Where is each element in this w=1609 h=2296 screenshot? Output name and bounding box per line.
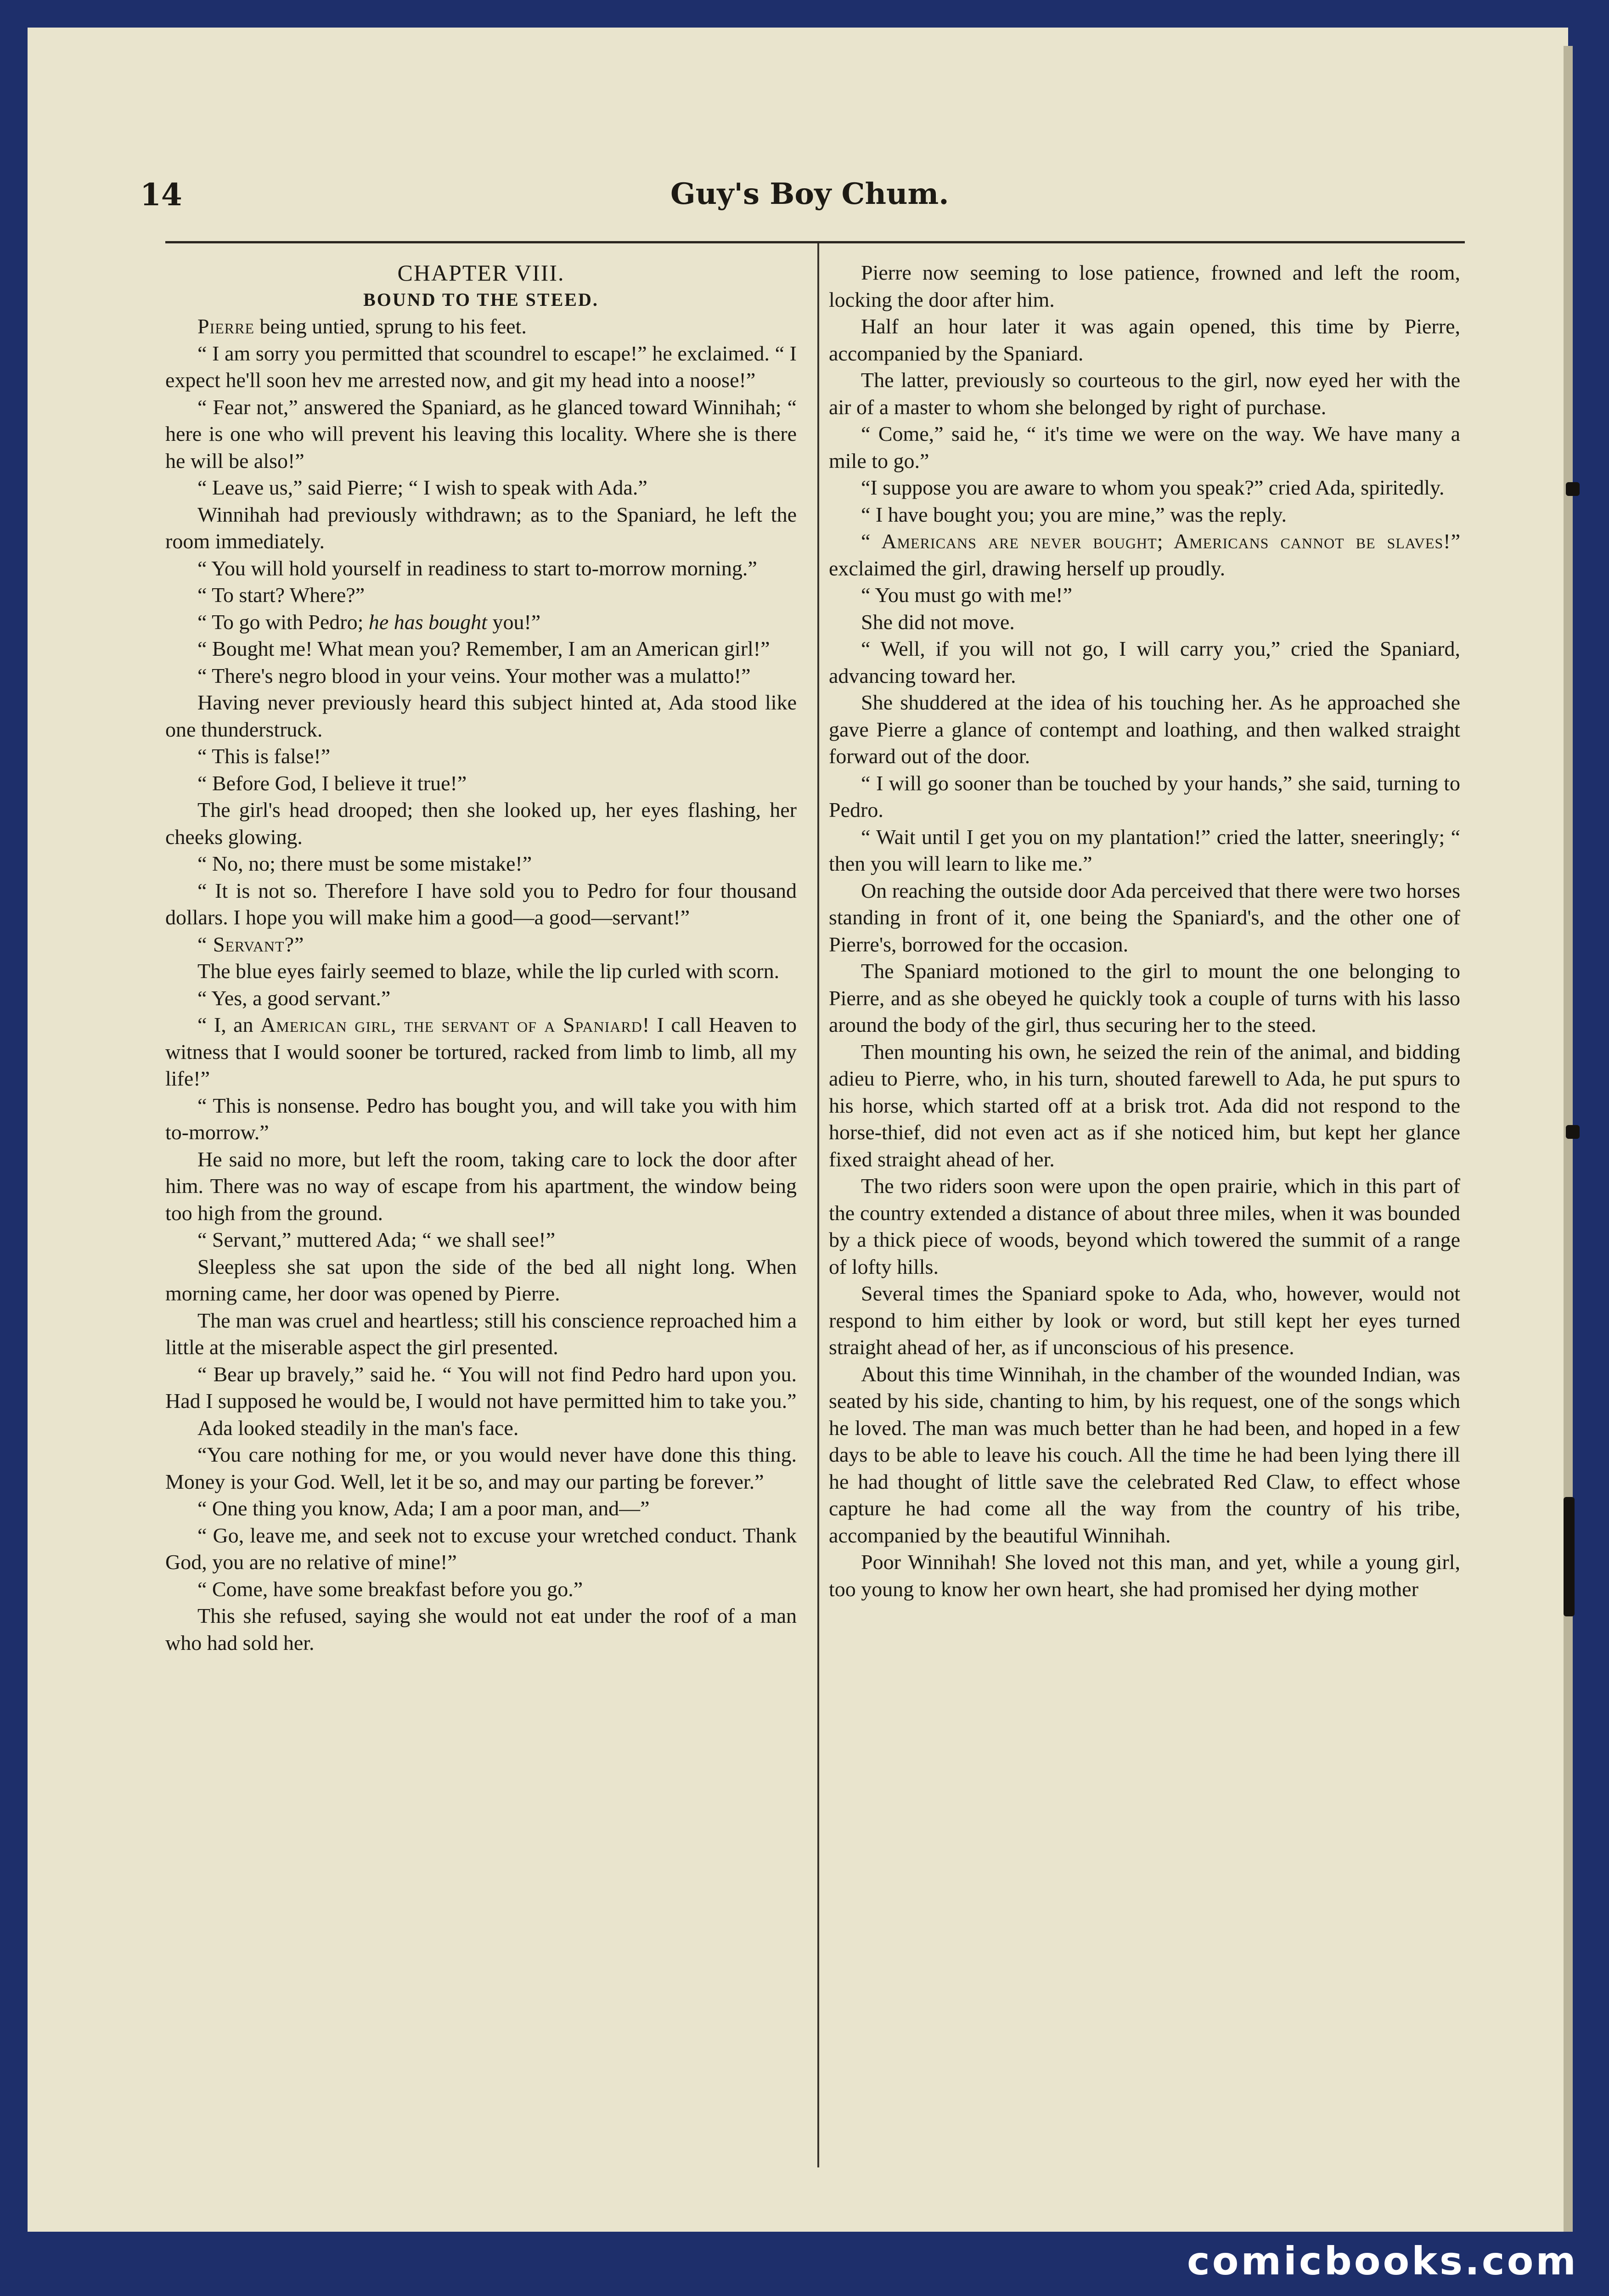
paragraph-text: “ No, no; there must be some mistake!” xyxy=(197,852,532,875)
paragraph-text: This she refused, saying she would not eat under the roof of a man who had sold her. xyxy=(165,1604,797,1654)
paragraph-text: “ You will hold yourself in readiness to start to-morrow morning.” xyxy=(197,556,757,580)
paragraph-text: “ One thing you know, Ada; I am a poor man, and—” xyxy=(197,1497,650,1520)
paragraph xyxy=(165,689,797,743)
paragraph-text: He said no more, but left the room, taking care to lock the door after him. There was no way of escape from his apartment, the window being too high from the ground. xyxy=(165,1147,797,1225)
paragraph xyxy=(829,367,1460,421)
paragraph-text: Having never previously heard this subject hinted at, Ada stood like one thunderstruck. xyxy=(165,691,797,741)
paragraph xyxy=(165,958,797,985)
paragraph xyxy=(829,582,1460,609)
paragraph-text-tail: I call Heaven to witness that I would sooner be tortured, racked from limb to limb, all my life!” xyxy=(165,1013,797,1090)
paragraph xyxy=(829,1361,1460,1549)
paragraph xyxy=(829,1549,1460,1603)
paragraph xyxy=(165,609,797,636)
paragraph xyxy=(165,743,797,770)
paragraph xyxy=(165,1012,797,1092)
paragraph-text: “ To start? Where?” xyxy=(197,583,365,607)
paragraph-text: “ I will go sooner than be touched by your hands,” she said, turning to Pedro. xyxy=(829,771,1460,822)
paragraph-text: Half an hour later it was again opened, this time by Pierre, accompanied by the Spaniard. xyxy=(829,315,1460,365)
left-column xyxy=(165,259,797,1656)
paragraph xyxy=(165,878,797,931)
paragraph xyxy=(165,985,797,1012)
paragraph-text: Poor Winnihah! She loved not this man, and yet, while a young girl, too young to know her own heart, she had promised her dying mother xyxy=(829,1550,1460,1601)
small-caps-phrase: American girl, the servant of a Spaniard! xyxy=(260,1013,650,1036)
paragraph xyxy=(165,770,797,797)
paragraph xyxy=(829,958,1460,1039)
paragraph xyxy=(829,1173,1460,1280)
paragraph xyxy=(165,474,797,501)
paragraph-text-tail: you!” xyxy=(487,610,541,634)
binding-tape-mark xyxy=(1564,1497,1575,1616)
paragraph-text-tail: ” exclaimed the girl, drawing herself up proudly. xyxy=(829,529,1461,580)
paragraph xyxy=(829,689,1460,770)
paragraph-text: “ Come, have some breakfast before you go.” xyxy=(197,1577,583,1601)
paragraph-text: “ Go, leave me, and seek not to excuse your wretched conduct. Thank God, you are no relative of mine!” xyxy=(165,1523,797,1574)
paragraph xyxy=(165,1603,797,1656)
paragraph-text: About this time Winnihah, in the chamber of the wounded Indian, was seated by his side, chanting to him, by his request, one of the songs which he loved. The man was much better than he had been, and hoped in a few days to be able to leave his couch. All the time he had been lying there ill he had thought of little save the celebrated Red Claw, to effect whose capture he had come all the way from the country of his tribe, accompanied by the beautiful Winnihah. xyxy=(829,1362,1460,1547)
paragraph-text: “ Servant,” muttered Ada; “ we shall see!” xyxy=(197,1228,556,1251)
page-edge-shadow xyxy=(1564,46,1573,2232)
watermark: comicbooks.com xyxy=(1187,2239,1578,2284)
page-number: 14 xyxy=(140,177,182,213)
paragraph-text: The Spaniard motioned to the girl to mount the one belonging to Pierre, and as she obeyed he quickly took a couple of turns with his lasso around the body of the girl, thus securing her to the steed. xyxy=(829,959,1460,1036)
paragraph-text: She shuddered at the idea of his touching her. As he approached she gave Pierre a glance of contempt and loathing, and then walked straight forward out of the door. xyxy=(829,691,1460,768)
paragraph xyxy=(165,1254,797,1307)
paragraph xyxy=(829,770,1460,824)
paragraph-text: Pierre now seeming to lose patience, frowned and left the room, locking the door after him. xyxy=(829,261,1460,311)
right-column xyxy=(829,259,1460,1603)
paragraph xyxy=(165,501,797,555)
paragraph xyxy=(165,636,797,663)
paragraph-text: “ xyxy=(861,529,882,553)
paragraph-text: “I suppose you are aware to whom you speak?” cried Ada, spiritedly. xyxy=(861,476,1445,499)
paragraph xyxy=(829,501,1460,529)
paragraph-text: Then mounting his own, he seized the rein of the animal, and bidding adieu to Pierre, who, in his turn, shouted farewell to Ada, he put spurs to his horse, which started off at a brisk trot. Ada did not respond to the horse-thief, did not even act as if she noticed him, but kept her glance fixed straight ahead of her. xyxy=(829,1040,1460,1171)
paragraph xyxy=(829,259,1460,313)
paragraph xyxy=(165,1092,797,1146)
paragraph-text: Several times the Spaniard spoke to Ada, who, however, would not respond to him either by look or word, but still kept her eyes turned straight ahead of her, as if unconscious of his presence. xyxy=(829,1282,1460,1359)
paragraph xyxy=(829,313,1460,367)
paragraph-text: “ There's negro blood in your veins. Your mother was a mulatto!” xyxy=(197,664,751,687)
paragraph xyxy=(829,824,1460,878)
paragraph xyxy=(165,1227,797,1254)
paragraph xyxy=(165,1146,797,1227)
left-column-paragraphs xyxy=(165,313,797,1656)
paragraph xyxy=(165,555,797,582)
paragraph-text: “ I am sorry you permitted that scoundrel to escape!” he exclaimed. “ I expect he'll soon hev me arrested now, and git my head into a noose!” xyxy=(165,341,797,392)
running-title: Guy's Boy Chum. xyxy=(670,177,949,211)
italic-phrase: he has bought xyxy=(368,610,487,634)
paragraph-text: “ Leave us,” said Pierre; “ I wish to speak with Ada.” xyxy=(197,476,647,499)
paragraph xyxy=(165,340,797,394)
paragraph-text: On reaching the outside door Ada perceived that there were two horses standing in front of it, one being the Spaniard's, and the other one of Pierre's, borrowed for the occasion. xyxy=(829,878,1460,956)
paragraph-text: “ Come,” said he, “ it's time we were on the way. We have many a mile to go.” xyxy=(829,422,1460,473)
page-sheet xyxy=(28,28,1568,2232)
paragraph-text: “ To go with Pedro; xyxy=(197,610,369,634)
paragraph xyxy=(165,1522,797,1576)
paragraph-text: The girl's head drooped; then she looked up, her eyes flashing, her cheeks glowing. xyxy=(165,798,797,849)
paragraph-text: The latter, previously so courteous to the girl, now eyed her with the air of a master to whom she belonged by right of purchase. xyxy=(829,368,1460,419)
paragraph-text: “ Wait until I get you on my plantation!” cried the latter, sneeringly; “ then you will learn to like me.” xyxy=(829,825,1460,875)
paragraph xyxy=(165,850,797,878)
paragraph xyxy=(829,474,1460,501)
paragraph-text: “ This is false!” xyxy=(197,744,331,768)
right-column-paragraphs xyxy=(829,259,1460,1603)
paragraph xyxy=(829,1039,1460,1173)
paragraph xyxy=(165,1576,797,1603)
paragraph xyxy=(829,878,1460,958)
paragraph-text: “ Yes, a good servant.” xyxy=(197,986,391,1010)
chapter-number: CHAPTER VIII. xyxy=(397,260,565,286)
paragraph xyxy=(829,609,1460,636)
binding-hole-mark xyxy=(1566,482,1580,496)
paragraph xyxy=(165,313,797,340)
paragraph-text: Sleepless she sat upon the side of the bed all night long. When morning came, her door was opened by Pierre. xyxy=(165,1255,797,1305)
lead-word: Pierre xyxy=(197,315,255,338)
paragraph xyxy=(165,582,797,609)
paragraph-text: The two riders soon were upon the open prairie, which in this part of the country extended a distance of about three miles, when it was bounded by a thick piece of woods, beyond which towered the summit of a range of lofty hills. xyxy=(829,1174,1460,1278)
paragraph-text: Ada looked steadily in the man's face. xyxy=(197,1416,519,1440)
paragraph-text: The blue eyes fairly seemed to blaze, while the lip curled with scorn. xyxy=(197,959,780,983)
paragraph-text: “ Bear up bravely,” said he. “ You will not find Pedro hard upon you. Had I supposed he would be, I would not have permitted him to take you.” xyxy=(165,1362,797,1412)
binding-hole-mark xyxy=(1566,1125,1580,1139)
paragraph-text: “ Before God, I believe it true!” xyxy=(197,771,467,795)
paragraph xyxy=(829,636,1460,689)
paragraph xyxy=(165,1415,797,1442)
paragraph xyxy=(165,797,797,850)
paragraph xyxy=(165,1441,797,1495)
paragraph-text: “ You must go with me!” xyxy=(861,583,1072,607)
paragraph-text: She did not move. xyxy=(861,610,1015,634)
paragraph xyxy=(165,1307,797,1361)
paragraph-text: being untied, sprung to his feet. xyxy=(254,315,527,338)
paragraph xyxy=(165,1361,797,1415)
paragraph xyxy=(165,394,797,475)
column-divider xyxy=(817,243,819,2167)
paragraph-text: “ Fear not,” answered the Spaniard, as he glanced toward Winnihah; “ here is one who will prevent his leaving this locality. Where she is there he will be also!” xyxy=(165,395,797,473)
paragraph-text: “You care nothing for me, or you would never have done this thing. Money is your God. Well, let it be so, and may our parting be forever.” xyxy=(165,1443,797,1493)
paragraph xyxy=(165,1495,797,1522)
paragraph-text: “ I have bought you; you are mine,” was the reply. xyxy=(861,502,1287,526)
small-caps-phrase: Americans are never bought; Americans cannot be slaves! xyxy=(881,529,1451,553)
paragraph xyxy=(829,1280,1460,1361)
paragraph xyxy=(165,931,797,958)
header-rule xyxy=(165,241,1465,243)
paragraph-text: The man was cruel and heartless; still his conscience reproached him a little at the miserable aspect the girl presented. xyxy=(165,1308,797,1359)
paragraph-text: “ Well, if you will not go, I will carry you,” cried the Spaniard, advancing toward her. xyxy=(829,637,1460,687)
paragraph xyxy=(829,421,1460,474)
paragraph-text: “ It is not so. Therefore I have sold you to Pedro for four thousand dollars. I hope you will make him a good—a good—servant!” xyxy=(165,878,797,929)
paragraph-text: Winnihah had previously withdrawn; as to the Spaniard, he left the room immediately. xyxy=(165,502,797,553)
paragraph-text: “ I, an xyxy=(197,1013,261,1036)
paragraph-text: “ Bought me! What mean you? Remember, I am an American girl!” xyxy=(197,637,770,660)
paragraph xyxy=(829,528,1460,582)
paragraph xyxy=(165,663,797,690)
chapter-title: BOUND TO THE STEED. xyxy=(363,289,599,310)
paragraph-text: “ This is nonsense. Pedro has bought you, and will take you with him to-morrow.” xyxy=(165,1093,797,1144)
small-caps-phrase: “ Servant?” xyxy=(197,932,304,956)
